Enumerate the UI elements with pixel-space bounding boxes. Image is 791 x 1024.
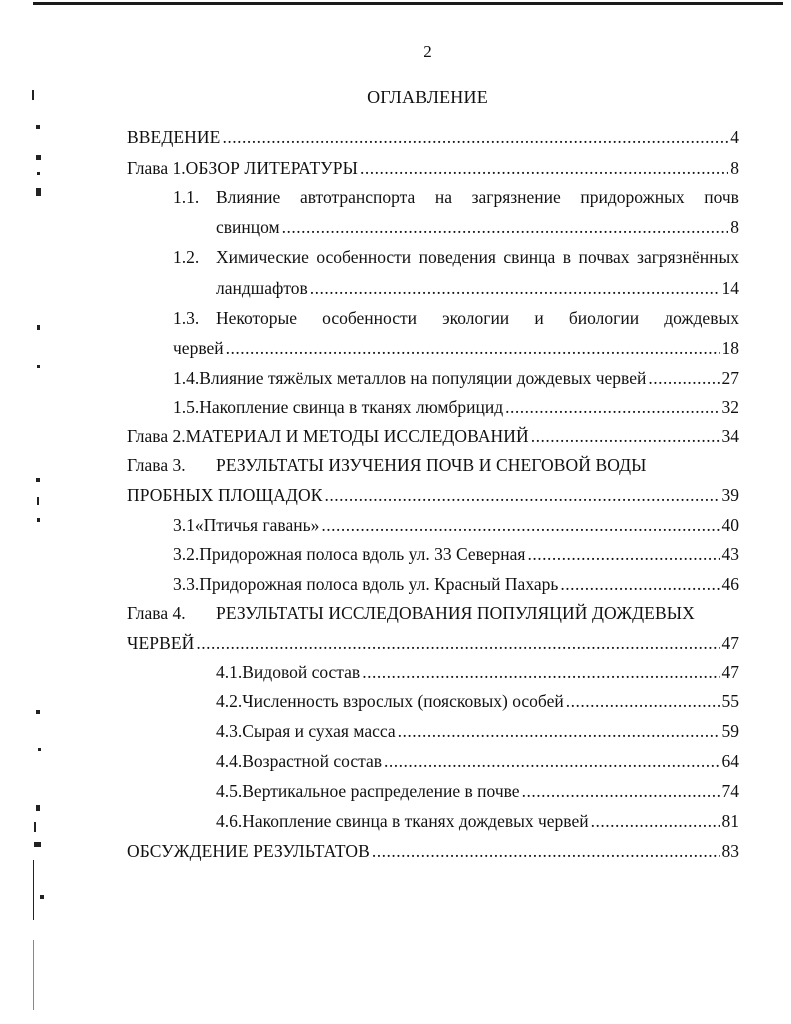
- toc-entry-4-5[interactable]: [216, 780, 739, 802]
- toc-page-number: 4: [730, 127, 739, 147]
- toc-page-number: 27: [721, 368, 739, 388]
- scan-mark: [32, 90, 34, 100]
- leader-dots: [360, 157, 728, 179]
- leader-dots: [384, 750, 720, 772]
- toc-entry-number: 4.5.: [216, 781, 243, 801]
- toc-title: ОГЛАВЛЕНИЕ: [367, 87, 488, 107]
- toc-entry-number: 4.2.: [216, 691, 243, 711]
- toc-page-number: 14: [721, 278, 739, 298]
- leader-dots: [196, 632, 719, 654]
- word: дождевых: [664, 308, 739, 328]
- leader-dots: [591, 810, 720, 832]
- scan-mark: [40, 895, 44, 899]
- scan-mark: [33, 940, 34, 1010]
- scan-mark: [36, 125, 40, 129]
- toc-entry-text: Сырая и сухая масса: [242, 721, 396, 741]
- toc-entry-text: «Птичья гавань»: [194, 515, 320, 535]
- leader-dots: [226, 337, 720, 359]
- toc-entry-text: РЕЗУЛЬТАТЫ ИССЛЕДОВАНИЯ ПОПУЛЯЦИЙ ДОЖДЕВЫХ: [216, 603, 695, 623]
- toc-entry-number: 4.6.: [216, 811, 243, 831]
- scan-mark: [36, 155, 41, 160]
- leader-dots: [362, 661, 719, 683]
- toc-entry-chapter-4-line1[interactable]: [127, 602, 739, 624]
- toc-entry-number: Глава 2.: [127, 426, 186, 446]
- toc-page-number: 47: [721, 662, 739, 682]
- toc-entry-text: червей: [173, 338, 224, 358]
- toc-entry-text: ЧЕРВЕЙ: [127, 633, 195, 653]
- toc-entry-4-4[interactable]: [216, 750, 739, 772]
- toc-entry-3-3[interactable]: [173, 573, 739, 595]
- toc-entry-number: Глава 1.: [127, 158, 186, 178]
- scan-mark: [33, 860, 34, 920]
- scan-mark: [37, 325, 40, 330]
- toc-entry-number: 3.2.: [173, 544, 200, 564]
- toc-entry-3-1[interactable]: [173, 514, 739, 536]
- toc-entry-4-1[interactable]: [216, 661, 739, 683]
- scan-mark: [36, 478, 40, 482]
- scan-mark: [36, 188, 41, 196]
- toc-page-number: 81: [721, 811, 739, 831]
- toc-entry-number-1-2: 1.2.: [173, 247, 200, 267]
- toc-page-number: 47: [721, 633, 739, 653]
- leader-dots: [531, 425, 720, 447]
- leader-dots: [528, 543, 720, 565]
- toc-entry-number-1-3: 1.3.: [173, 308, 200, 328]
- toc-entry-4-6[interactable]: [216, 810, 739, 832]
- scan-mark: [34, 842, 41, 847]
- toc-page-number: 8: [730, 217, 739, 237]
- toc-entry-number: 1.5.: [173, 397, 200, 417]
- toc-entry-intro[interactable]: [127, 126, 739, 148]
- toc-page-number: 83: [721, 841, 739, 861]
- leader-dots: [560, 573, 719, 595]
- page-number: 2: [423, 42, 432, 61]
- toc-entry-discussion[interactable]: [127, 840, 739, 862]
- toc-page-number: 34: [721, 426, 739, 446]
- toc-entry-chapter-4-line2[interactable]: [127, 632, 739, 654]
- scan-mark: [38, 748, 41, 751]
- leader-dots: [372, 840, 720, 862]
- toc-page-number: 64: [721, 751, 739, 771]
- toc-entry-3-2[interactable]: [173, 543, 739, 565]
- toc-page-number: 32: [721, 397, 739, 417]
- word: придорожных: [580, 187, 685, 207]
- toc-page-number: 8: [730, 158, 739, 178]
- toc-entry-4-3[interactable]: [216, 720, 739, 742]
- scan-mark: [37, 497, 39, 505]
- word: Влияние: [216, 187, 281, 207]
- toc-entry-number: 3.1: [173, 515, 195, 535]
- word: биологии: [568, 308, 640, 328]
- leader-dots: [222, 126, 728, 148]
- toc-entry-4-2[interactable]: [216, 690, 739, 712]
- toc-entry-number: 4.3.: [216, 721, 243, 741]
- toc-entry-1-2-line2[interactable]: [216, 277, 739, 299]
- toc-page-number: 18: [721, 338, 739, 358]
- toc-entry-number: 4.1.: [216, 662, 243, 682]
- scan-mark: [37, 172, 40, 175]
- toc-entry-1-2-line1[interactable]: Химические особенности поведения свинца в почвах загрязнённых: [216, 247, 739, 267]
- leader-dots: [566, 690, 720, 712]
- toc-page-number: 40: [721, 515, 739, 535]
- scan-mark: [36, 710, 40, 714]
- toc-entry-1-1-line2[interactable]: [216, 216, 739, 238]
- toc-entry-text: ВВЕДЕНИЕ: [127, 127, 221, 147]
- toc-entry-text: Накопление свинца в тканях люмбрицид: [199, 397, 504, 417]
- toc-page-number: 39: [721, 485, 739, 505]
- word: Некоторые: [216, 308, 297, 328]
- toc-entry-text: Влияние тяжёлых металлов на популяции дождевых червей: [199, 368, 647, 388]
- leader-dots: [282, 216, 729, 238]
- toc-page-number: 55: [721, 691, 739, 711]
- toc-entry-1-1-line1[interactable]: [216, 186, 739, 208]
- toc-entry-text: РЕЗУЛЬТАТЫ ИЗУЧЕНИЯ ПОЧВ И СНЕГОВОЙ ВОДЫ: [216, 455, 647, 475]
- toc-entry-text: МАТЕРИАЛ И МЕТОДЫ ИССЛЕДОВАНИЙ: [185, 426, 529, 446]
- word: особенности: [322, 308, 417, 328]
- word: на: [434, 187, 452, 207]
- toc-page-number: 74: [721, 781, 739, 801]
- toc-entry-text: ОБСУЖДЕНИЕ РЕЗУЛЬТАТОВ: [127, 841, 370, 861]
- scan-mark: [36, 805, 40, 811]
- word: автотранспорта: [299, 187, 416, 207]
- leader-dots: [310, 277, 720, 299]
- toc-page-number: 59: [721, 721, 739, 741]
- word: экологии: [442, 308, 510, 328]
- toc-entry-text: Возрастной состав: [242, 751, 382, 771]
- scan-mark: [34, 822, 36, 832]
- toc-entry-text: Придорожная полоса вдоль ул. Красный Пахарь: [199, 574, 559, 594]
- toc-entry-text: ПРОБНЫХ ПЛОЩАДОК: [127, 485, 323, 505]
- toc-entry-text: Придорожная полоса вдоль ул. 33 Северная: [199, 544, 526, 564]
- toc-entry-chapter-3-line1[interactable]: [127, 454, 739, 476]
- toc-entry-number: Глава 4.: [127, 603, 186, 623]
- toc-entry-text: ландшафтов: [216, 278, 308, 298]
- toc-page-number: 46: [721, 574, 739, 594]
- scan-mark: [37, 365, 40, 368]
- toc-entry-number: 1.4.: [173, 368, 200, 388]
- toc-entry-chapter-2[interactable]: [127, 425, 739, 447]
- toc-entry-number-1-1: 1.1.: [173, 187, 200, 207]
- toc-entry-text: Видовой состав: [242, 662, 361, 682]
- leader-dots: [648, 367, 719, 389]
- scan-mark: [37, 518, 40, 522]
- toc-entry-chapter-3-line2[interactable]: [127, 484, 739, 506]
- toc-entry-1-5[interactable]: [173, 396, 739, 418]
- toc-entry-text: свинцом: [216, 217, 280, 237]
- leader-dots: [505, 396, 719, 418]
- leader-dots: [522, 780, 720, 802]
- word: почв: [704, 187, 739, 207]
- toc-entry-1-4[interactable]: [173, 367, 739, 389]
- leader-dots: [324, 484, 719, 506]
- toc-entry-chapter-1[interactable]: [127, 157, 739, 179]
- toc-entry-text: Накопление свинца в тканях дождевых червей: [242, 811, 589, 831]
- toc-entry-number: 3.3.: [173, 574, 200, 594]
- toc-entry-text: Численность взрослых (поясковых) особей: [242, 691, 564, 711]
- word: загрязнение: [471, 187, 561, 207]
- toc-entry-text: ОБЗОР ЛИТЕРАТУРЫ: [185, 158, 358, 178]
- toc-entry-number: Глава 3.: [127, 455, 186, 475]
- word: и: [534, 308, 544, 328]
- toc-page-number: 43: [721, 544, 739, 564]
- leader-dots: [321, 514, 719, 536]
- leader-dots: [398, 720, 720, 742]
- toc-entry-1-3-line2[interactable]: [173, 337, 739, 359]
- toc-entry-1-3-line1[interactable]: [216, 307, 739, 329]
- toc-entry-number: 4.4.: [216, 751, 243, 771]
- toc-entry-text: Вертикальное распределение в почве: [242, 781, 520, 801]
